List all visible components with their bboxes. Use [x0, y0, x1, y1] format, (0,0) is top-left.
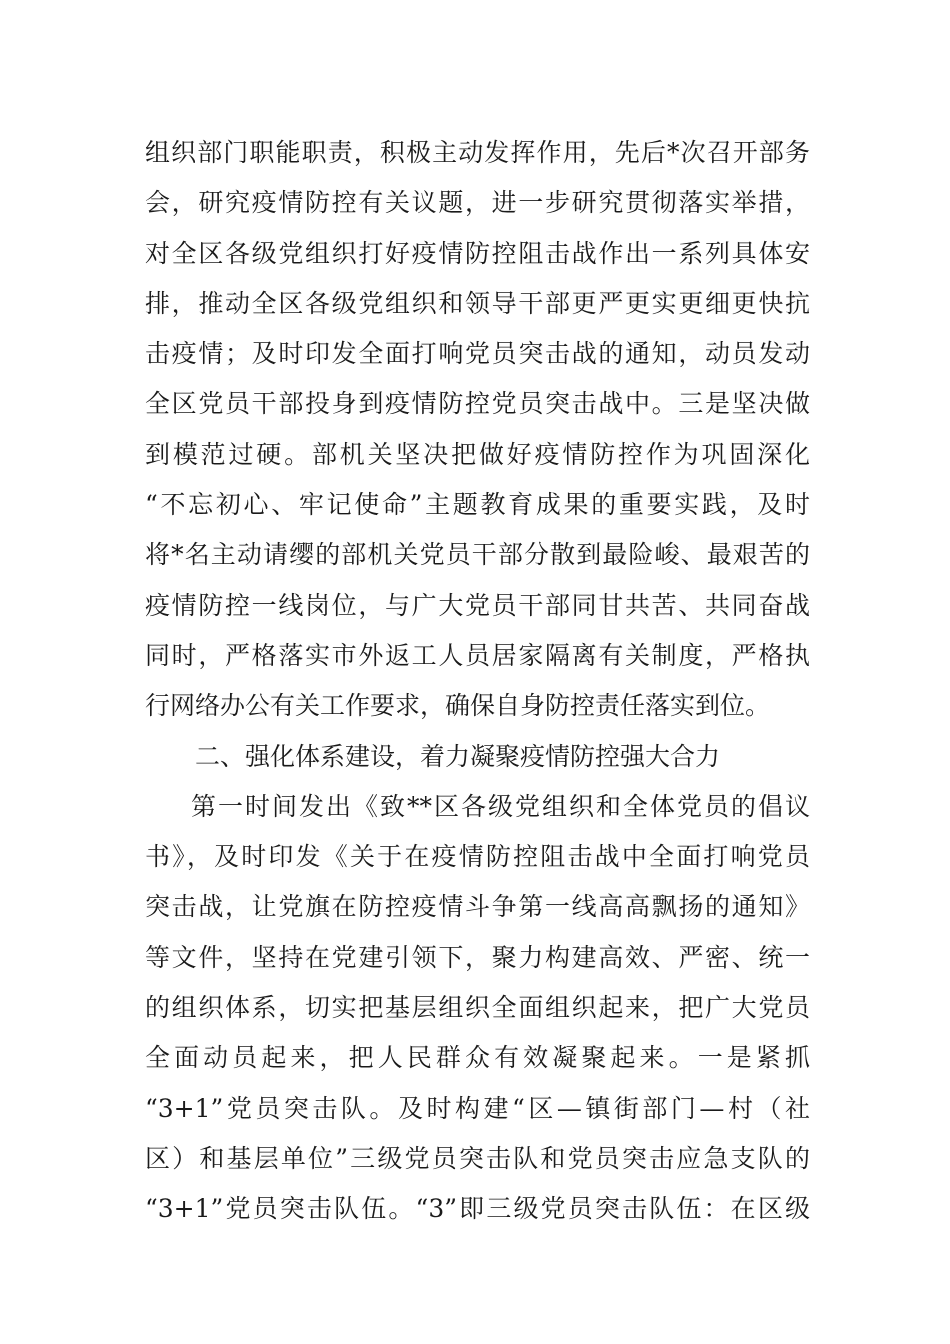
- text-line: 突击战，让党旗在防控疫情斗争第一线高高飘扬的通知》: [145, 892, 810, 922]
- text-line: 等文件，坚持在党建引领下，聚力构建高效、严密、统一: [145, 942, 810, 972]
- text-line: 同时，严格落实市外返工人员居家隔离有关制度，严格执: [145, 640, 810, 670]
- text-line: “3+1”党员突击队。及时构建“区—镇街部门—村（社: [145, 1093, 810, 1123]
- text-line: 会，研究疫情防控有关议题，进一步研究贯彻落实举措，: [145, 188, 810, 218]
- text-line: 对全区各级党组织打好疫情防控阻击战作出一系列具体安: [145, 238, 810, 268]
- text-line: “3+1”党员突击队伍。“3”即三级党员突击队伍：在区级: [145, 1194, 810, 1224]
- text-line: 将*名主动请缨的部机关党员干部分散到最险峻、最艰苦的: [145, 540, 810, 570]
- paragraph-first-line: 第一时间发出《致**区各级党组织和全体党员的倡议: [191, 791, 810, 821]
- text-line: 全面动员起来，把人民群众有效凝聚起来。一是紧抓: [145, 1043, 810, 1073]
- text-line: 行网络办公有关工作要求，确保自身防控责任落实到位。: [145, 691, 771, 721]
- text-line: 全区党员干部投身到疫情防控党员突击战中。三是坚决做: [145, 389, 810, 419]
- text-line: 的组织体系，切实把基层组织全面组织起来，把广大党员: [145, 993, 810, 1023]
- text-line: 区）和基层单位”三级党员突击队和党员突击应急支队的: [145, 1143, 810, 1173]
- text-line: “不忘初心、牢记使命”主题教育成果的重要实践，及时: [145, 490, 810, 520]
- document-body: [145, 128, 810, 1235]
- text-line: 到模范过硬。部机关坚决把做好疫情防控作为巩固深化: [145, 439, 810, 469]
- text-line: 组织部门职能职责，积极主动发挥作用，先后*次召开部务: [145, 138, 810, 167]
- section-heading: 二、强化体系建设，着力凝聚疫情防控强大合力: [195, 741, 721, 771]
- text-line: 书》，及时印发《关于在疫情防控阻击战中全面打响党员: [145, 842, 810, 872]
- text-line: 排，推动全区各级党组织和领导干部更严更实更细更快抗: [145, 288, 810, 318]
- text-line: 击疫情；及时印发全面打响党员突击战的通知，动员发动: [145, 339, 810, 369]
- text-line: 疫情防控一线岗位，与广大党员干部同甘共苦、共同奋战: [145, 590, 810, 620]
